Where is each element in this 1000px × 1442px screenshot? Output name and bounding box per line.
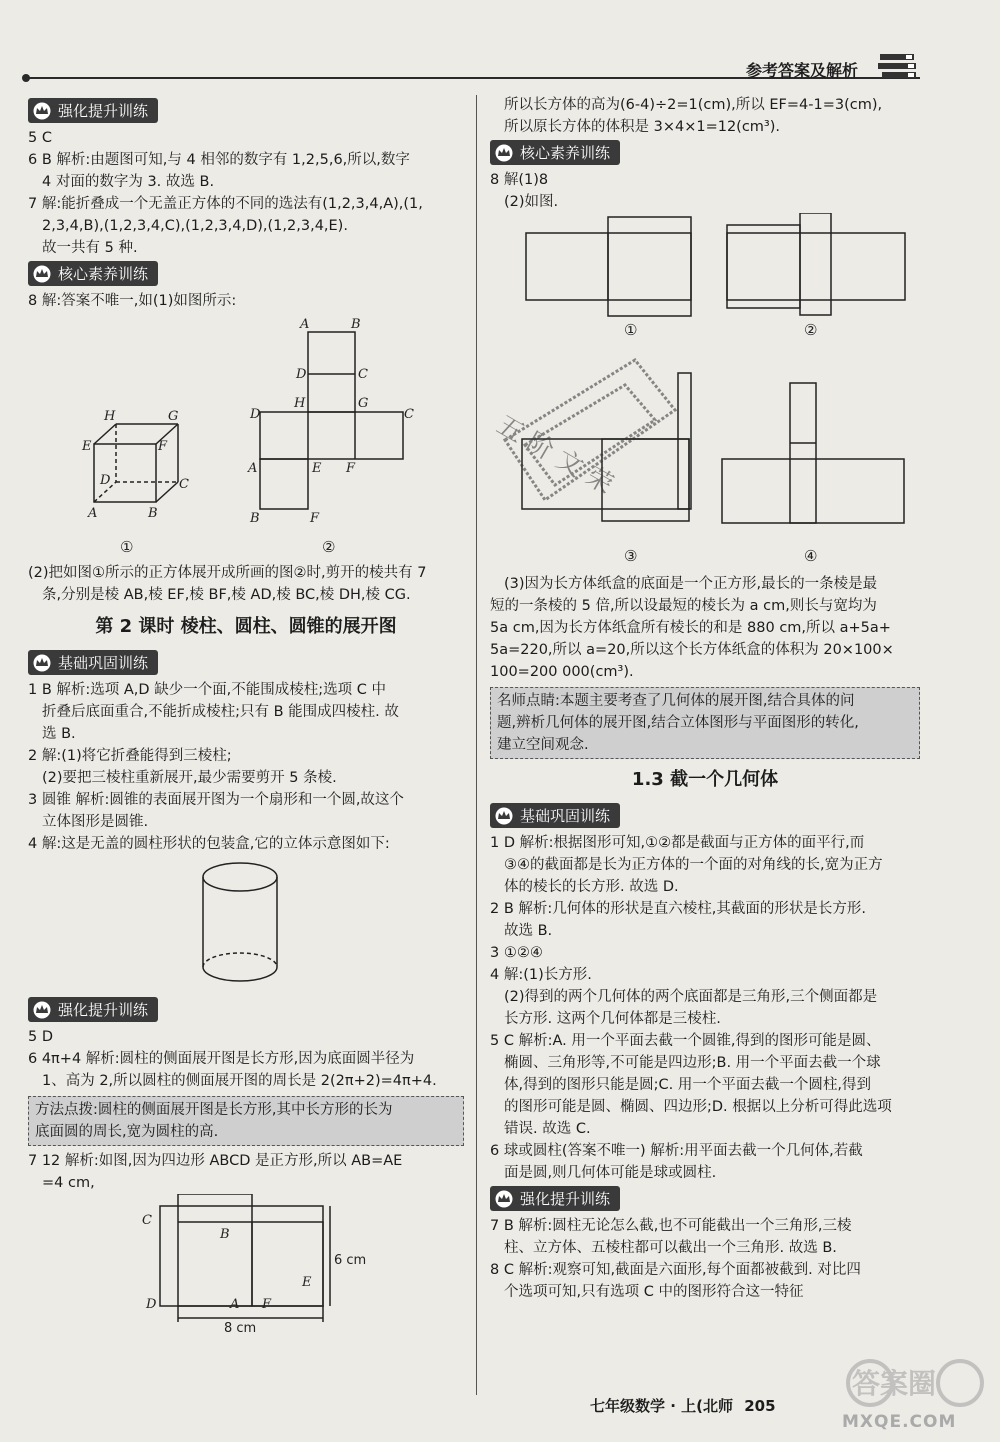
answer-line: 4 对面的数字为 3. 故选 B. [42, 174, 215, 190]
crown-icon [494, 144, 514, 162]
crown-icon [494, 1190, 514, 1208]
answer-line: (2)得到的两个几何体的两个底面都是三角形,三个侧面都是 [504, 989, 878, 1005]
answer-line: 100=200 000(cm³). [490, 664, 634, 680]
svg-text:B: B [351, 317, 361, 332]
figure-label: ① [624, 321, 638, 339]
answer-line: 3 圆锥 解析:圆锥的表面展开图为一个扇形和一个圆,故这个 [28, 792, 404, 808]
section-badge: 强化提升训练 [490, 1186, 620, 1211]
answer-line: 个选项可知,只有选项 C 中的图形符合这一特征 [504, 1284, 804, 1300]
svg-text:D: D [296, 367, 307, 382]
svg-text:B: B [250, 511, 260, 526]
lesson-title: 1.3 截一个几何体 [631, 769, 779, 790]
answer-line: (3)因为长方体纸盒的底面是一个正方形,最长的一条棱是最 [504, 576, 878, 592]
right-column [490, 94, 920, 1303]
page-number: 205 [744, 1397, 776, 1415]
answer-line: 短的一条棱的 5 倍,所以设最短的棱长为 a cm,则长与宽均为 [490, 598, 877, 614]
svg-text:H: H [104, 409, 116, 424]
answer-line: 椭圆、三角形等,不可能是四边形;B. 用一个平面去截一个球 [504, 1055, 881, 1071]
column-divider [476, 95, 477, 1395]
svg-text:D: D [146, 1297, 157, 1312]
answer-line: 1、高为 2,所以圆柱的侧面展开图的周长是 2(2π+2)=4π+4. [42, 1073, 437, 1089]
answer-line: 4 解:(1)长方形. [490, 967, 592, 983]
answer-line: 故选 B. [504, 923, 553, 939]
svg-text:G: G [358, 396, 369, 411]
svg-text:E: E [82, 439, 92, 454]
footer-book: 七年级数学 · 上(北师 [590, 1397, 733, 1415]
figure-label: ① [120, 538, 134, 556]
answer-line: 5 C [28, 130, 52, 146]
answer-line: 1 D 解析:根据图形可知,①②都是截面与正方体的面平行,而 [490, 835, 865, 851]
answer-line: 6 B 解析:由题图可知,与 4 相邻的数字有 1,2,5,6,所以,数字 [28, 152, 410, 168]
answer-line: 立体图形是圆锥. [42, 814, 149, 830]
crown-icon [32, 102, 52, 120]
books-icon [876, 52, 920, 82]
svg-text:D: D [100, 473, 111, 488]
answer-line: 5 C 解析:A. 用一个平面去截一个圆锥,得到的图形可能是圆、 [490, 1033, 881, 1049]
answer-line: 8 解:答案不唯一,如(1)如图所示: [28, 293, 237, 309]
svg-text:F: F [346, 461, 356, 476]
svg-text:E: E [312, 461, 322, 476]
teacher-note: 名师点睛:本题主要考查了几何体的展开图,结合具体的问 题,辨析几何体的展开图,结合立体图形与平面图形的转化, 建立空间观念. [490, 687, 920, 759]
answer-line: 5a cm,因为长方体纸盒所有棱长的和是 880 cm,所以 a+5a+ [490, 620, 891, 636]
crown-icon [494, 807, 514, 825]
section-badge: 基础巩固训练 [490, 803, 620, 828]
section-badge: 核心素养训练 [490, 140, 620, 165]
svg-text:B: B [148, 506, 158, 521]
svg-text:F: F [158, 439, 168, 454]
svg-text:C: C [179, 477, 189, 492]
answer-line: 2 解:(1)将它折叠能得到三棱柱; [28, 748, 232, 764]
svg-text:H: H [294, 396, 306, 411]
crown-icon [32, 654, 52, 672]
answer-line: (2)如图. [504, 194, 559, 210]
svg-text:答案圈: 答案圈 [852, 1367, 937, 1400]
answer-line: 8 C 解析:观察可知,截面是六面形,每个面都被截到. 对比四 [490, 1262, 861, 1278]
answer-line: 1 B 解析:选项 A,D 缺少一个面,不能围成棱柱;选项 C 中 [28, 682, 387, 698]
svg-text:E: E [302, 1275, 312, 1290]
svg-text:A: A [248, 461, 258, 476]
answer-line: 2,3,4,B),(1,2,3,4,C),(1,2,3,4,D),(1,2,3,4,E). [42, 218, 348, 234]
section-badge: 基础巩固训练 [28, 650, 158, 675]
crown-icon [32, 1001, 52, 1019]
section-badge: 核心素养训练 [28, 261, 158, 286]
left-column [28, 96, 464, 1334]
answer-line: 所以原长方体的体积是 3×4×1=12(cm³). [504, 119, 781, 135]
method-note: 方法点拨:圆柱的侧面展开图是长方形,其中长方形的长为 底面圆的周长,宽为圆柱的高. [28, 1096, 464, 1146]
figure-label: ③ [624, 547, 638, 565]
svg-text:C: C [404, 407, 414, 422]
svg-text:F: F [262, 1297, 272, 1312]
cube-net-figure [28, 312, 464, 562]
svg-text:A: A [230, 1297, 240, 1312]
svg-text:D: D [250, 407, 261, 422]
svg-text:C: C [142, 1213, 152, 1228]
svg-text:A: A [300, 317, 310, 332]
svg-text:C: C [358, 367, 368, 382]
answer-line: (2)要把三棱柱重新展开,最少需要剪开 5 条棱. [42, 770, 337, 786]
header-title: 参考答案及解析 [745, 61, 858, 80]
figure-label: ② [322, 538, 336, 556]
answer-line: 所以长方体的高为(6-4)÷2=1(cm),所以 EF=4-1=3(cm), [504, 97, 883, 113]
answer-line: 体的棱长的长方形. 故选 D. [504, 879, 679, 895]
ink-stamp [485, 350, 685, 520]
section-badge: 强化提升训练 [28, 997, 158, 1022]
answer-line: 4 解:这是无盖的圆柱形状的包装盒,它的立体示意图如下: [28, 836, 390, 852]
footer [590, 1395, 776, 1416]
answer-line: 7 解:能折叠成一个无盖正方体的不同的选法有(1,2,3,4,A),(1, [28, 196, 423, 212]
watermark-text: MXQE.COM [842, 1412, 957, 1432]
svg-text:B: B [220, 1227, 230, 1242]
dimension-label: 8 cm [224, 1321, 257, 1334]
lesson-title: 第 2 课时 棱柱、圆柱、圆锥的展开图 [95, 616, 397, 637]
stamp-text: 五 阶 文 荣 [491, 410, 619, 501]
answer-line: 7 B 解析:圆柱无论怎么截,也不可能截出一个三角形,三棱 [490, 1218, 852, 1234]
answer-line: 5 D [28, 1029, 53, 1045]
answer-line: 6 4π+4 解析:圆柱的侧面展开图是长方形,因为底面圆半径为 [28, 1051, 415, 1067]
dimension-label: 6 cm [334, 1253, 367, 1268]
svg-text:F: F [310, 511, 320, 526]
answer-line: 2 B 解析:几何体的形状是直六棱柱,其截面的形状是长方形. [490, 901, 866, 917]
answer-line: (2)把如图①所示的正方体展开成所画的图②时,剪开的棱共有 7 [28, 565, 427, 581]
answer-line: 条,分别是棱 AB,棱 EF,棱 BF,棱 AD,棱 BC,棱 DH,棱 CG. [42, 587, 411, 603]
crown-icon [32, 265, 52, 283]
answer-line: 长方形. 这两个几何体都是三棱柱. [504, 1011, 721, 1027]
answer-line: 选 B. [42, 726, 76, 742]
svg-text:G: G [168, 409, 179, 424]
answer-line: 8 解(1)8 [490, 172, 549, 188]
answer-line: 柱、立方体、五棱柱都可以截出一个三角形. 故选 B. [504, 1240, 837, 1256]
answer-line: 错误. 故选 C. [504, 1121, 591, 1137]
answer-line: =4 cm, [42, 1175, 95, 1191]
answer-line: 故一共有 5 种. [42, 240, 138, 256]
answer-line: 体,得到的图形只能是圆;C. 用一个平面去截一个圆柱,得到 [504, 1077, 871, 1093]
rectangle-net-figure [28, 1194, 464, 1334]
figure-label: ② [804, 321, 818, 339]
figure-label: ④ [804, 547, 818, 565]
answer-line: 7 12 解析:如图,因为四边形 ABCD 是正方形,所以 AB=AE [28, 1153, 403, 1169]
answer-line: 5a=220,所以 a=20,所以这个长方体纸盒的体积为 20×100× [490, 642, 894, 658]
svg-text:A: A [88, 506, 98, 521]
answer-line: 面是圆,则几何体可能是球或圆柱. [504, 1165, 717, 1181]
answer-line: 6 球或圆柱(答案不唯一) 解析:用平面去截一个几何体,若截 [490, 1143, 863, 1159]
answer-line: 3 ①②④ [490, 945, 543, 961]
answer-line: 的图形可能是圆、椭圆、四边形;D. 根据以上分析可得此选项 [504, 1099, 892, 1115]
cylinder-figure [28, 855, 464, 995]
section-badge: 强化提升训练 [28, 98, 158, 123]
answer-line: 折叠后底面重合,不能折成棱柱;只有 B 能围成四棱柱. 故 [42, 704, 399, 720]
answer-line: ③④的截面都是长为正方体的一个面的对角线的长,宽为正方 [504, 857, 883, 873]
